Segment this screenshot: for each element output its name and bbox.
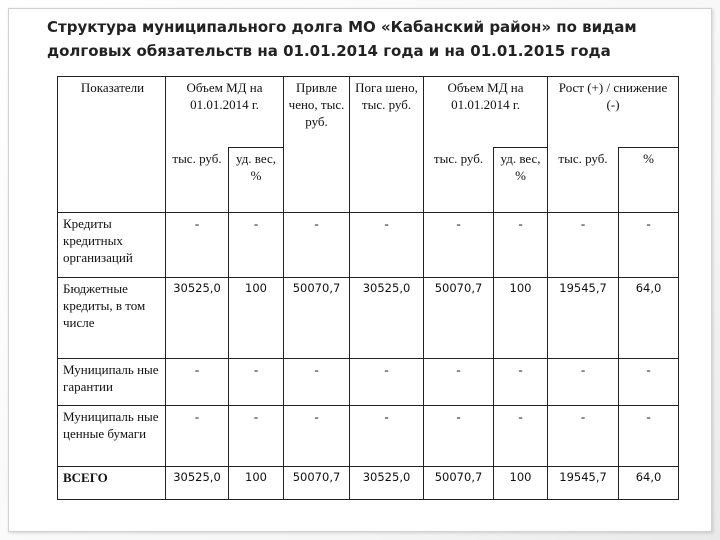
subheader-pct-growth: %: [619, 148, 679, 213]
cell: 50070,7: [424, 278, 494, 359]
cell: -: [229, 213, 284, 278]
cell: -: [284, 406, 350, 467]
cell: -: [494, 406, 548, 467]
cell: 100: [229, 467, 284, 500]
cell: 19545,7: [548, 278, 619, 359]
row-label: Бюджетные кредиты, в том числе: [58, 278, 166, 359]
cell: 30525,0: [166, 467, 229, 500]
cell: -: [284, 359, 350, 406]
cell: 100: [494, 467, 548, 500]
cell: 50070,7: [284, 467, 350, 500]
cell: 100: [229, 278, 284, 359]
row-label: Кредиты кредитных организаций: [58, 213, 166, 278]
header-repaid: Пога шено, тыс. руб.: [350, 77, 424, 213]
cell: -: [229, 406, 284, 467]
header-attracted: Привле чено, тыс. руб.: [284, 77, 350, 213]
subheader-rub-2014: тыс. руб.: [166, 148, 229, 213]
cell: -: [548, 213, 619, 278]
cell: 50070,7: [284, 278, 350, 359]
page-title: [47, 15, 707, 63]
header-volume-2015: Объем МД на 01.01.2014 г.: [424, 77, 548, 148]
cell: -: [548, 359, 619, 406]
cell: 30525,0: [166, 278, 229, 359]
subheader-rub-2015: тыс. руб.: [424, 148, 494, 213]
title-line-1: Структура муниципального долга МО «Кабанский район» по видам: [47, 18, 637, 36]
cell: 64,0: [619, 467, 679, 500]
cell: 64,0: [619, 278, 679, 359]
cell: -: [350, 359, 424, 406]
title-line-2: долговых обязательств на 01.01.2014 года и на 01.01.2015 года: [47, 42, 611, 60]
row-label: Муниципаль ные гарантии: [58, 359, 166, 406]
subheader-share-2015: уд. вес, %: [494, 148, 548, 213]
cell: -: [424, 406, 494, 467]
table-row: [58, 359, 679, 406]
cell: 30525,0: [350, 278, 424, 359]
cell: -: [166, 359, 229, 406]
debt-structure-table: [57, 76, 679, 500]
cell: -: [548, 406, 619, 467]
cell: 19545,7: [548, 467, 619, 500]
header-growth: Рост (+) / снижение (-): [548, 77, 679, 148]
table-row: [58, 406, 679, 467]
cell: -: [350, 406, 424, 467]
subheader-share-2014: уд. вес, %: [229, 148, 284, 213]
cell: -: [494, 213, 548, 278]
row-label-total: ВСЕГО: [58, 467, 166, 500]
cell: -: [350, 213, 424, 278]
cell: -: [229, 359, 284, 406]
cell: -: [424, 213, 494, 278]
table-row-total: [58, 467, 679, 500]
table-row: [58, 278, 679, 359]
header-indicators: Показатели: [58, 77, 166, 213]
cell: -: [619, 406, 679, 467]
header-row-1: [58, 77, 679, 148]
row-label: Муниципаль ные ценные бумаги: [58, 406, 166, 467]
table-row: [58, 213, 679, 278]
cell: -: [494, 359, 548, 406]
cell: 30525,0: [350, 467, 424, 500]
cell: 100: [494, 278, 548, 359]
cell: -: [166, 213, 229, 278]
cell: -: [166, 406, 229, 467]
cell: -: [619, 359, 679, 406]
cell: -: [424, 359, 494, 406]
header-volume-2014: Объем МД на 01.01.2014 г.: [166, 77, 284, 148]
cell: -: [284, 213, 350, 278]
cell: -: [619, 213, 679, 278]
cell: 50070,7: [424, 467, 494, 500]
subheader-rub-growth: тыс. руб.: [548, 148, 619, 213]
